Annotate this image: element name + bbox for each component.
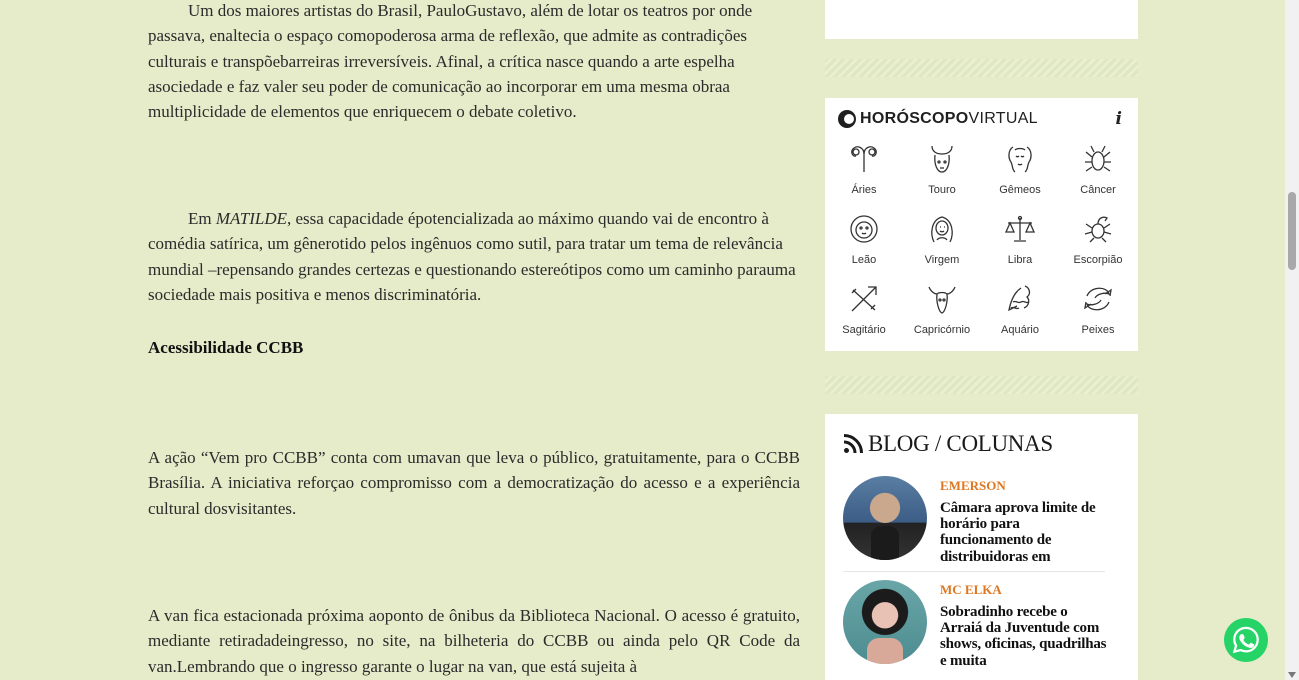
sign-sagittarius[interactable]: Sagitário [825, 282, 903, 348]
sign-capricorn[interactable]: Capricórnio [903, 282, 981, 348]
leo-icon [847, 212, 881, 246]
aquarius-icon [1003, 282, 1037, 316]
divider [825, 59, 1138, 77]
pisces-icon [1081, 282, 1115, 316]
page-scrollbar[interactable] [1285, 0, 1299, 680]
taurus-icon [925, 142, 959, 176]
gemini-icon [1003, 142, 1037, 176]
scorpio-icon [1081, 212, 1115, 246]
post-author[interactable]: MC ELKA [940, 582, 1002, 597]
whatsapp-icon [1231, 625, 1261, 655]
article-paragraph: A van fica estacionada próxima aoponto de ônibus da Biblioteca Nacional. O acesso é gratuito, mediante retiradadeingresso, no site, na bilheteria do CCBB ou ainda pelo QR Code da van.Lembrando que o ingresso garante o lugar na van, que está sujeita à [148, 606, 800, 676]
blog-header[interactable] [843, 431, 1053, 457]
libra-icon [1003, 212, 1037, 246]
article-paragraph: Em MATILDE, essa capacidade épotencializada ao máximo quando vai de encontro à comédia satírica, um gênerotido pelos ingênuos como sutil, para tratar um tema de relevância mundial –repensando grandes certezas e questionando estereótipos como um caminho parauma sociedade mais positiva e menos discriminatória. [148, 209, 796, 304]
avatar[interactable] [843, 580, 927, 664]
scroll-down-arrow-icon[interactable] [1288, 672, 1296, 678]
sign-taurus[interactable]: Touro [903, 142, 981, 208]
sign-cancer[interactable]: Câncer [1059, 142, 1137, 208]
article-paragraph: Um dos maiores artistas do Brasil, PauloGustavo, além de lotar os teatros por onde passava, enaltecia o espaço comopoderosa arma de reflexão, que admite as contradições culturais e transpõebarreiras irreversíveis. Afinal, a crítica nasce quando a arte espelha asociedade e faz valer seu poder de comunicação ao incorporar em uma mesma obraa multiplicidade de elementos que enriquecem o debate coletivo. [148, 1, 753, 122]
article-paragraph: A ação “Vem pro CCBB” conta com umavan que leva o público, gratuitamente, para o CCBB Brasília. A iniciativa reforçao compromisso com a democratização do acesso e a experiência cultural dosvisitantes. [148, 448, 800, 518]
blog-post[interactable] [843, 476, 1105, 572]
blog-post[interactable] [843, 580, 1105, 669]
info-icon[interactable]: i [1115, 109, 1122, 129]
whatsapp-button[interactable] [1224, 618, 1268, 662]
horoscope-logo[interactable]: HORÓSCOPO VIRTUAL [838, 110, 1038, 128]
play-title: MATILDE [215, 209, 288, 228]
sign-libra[interactable]: Libra [981, 212, 1059, 278]
aries-icon [847, 142, 881, 176]
virgo-icon [925, 212, 959, 246]
sign-scorpio[interactable]: Escorpião [1059, 212, 1137, 278]
sign-aries[interactable]: Áries [825, 142, 903, 208]
sign-aquarius[interactable]: Aquário [981, 282, 1059, 348]
sign-pisces[interactable]: Peixes [1059, 282, 1137, 348]
section-heading: Acessibilidade CCBB [148, 338, 304, 357]
blog-columns-widget [825, 414, 1138, 680]
moon-icon [838, 110, 856, 128]
divider [825, 376, 1138, 394]
sidebar-card-top[interactable] [825, 0, 1138, 39]
sign-virgo[interactable]: Virgem [903, 212, 981, 278]
post-title[interactable]: Câmara aprova limite de horário para funcionamento de distribuidoras em [940, 500, 1096, 565]
capricorn-icon [925, 282, 959, 316]
post-author[interactable]: EMERSON [940, 478, 1006, 493]
horoscope-widget [825, 98, 1138, 351]
blog-title: BLOG / COLUNAS [868, 431, 1053, 456]
cancer-icon [1081, 142, 1115, 176]
sagittarius-icon [847, 282, 881, 316]
sign-gemini[interactable]: Gêmeos [981, 142, 1059, 208]
rss-icon [843, 434, 863, 454]
scrollbar-thumb[interactable] [1288, 192, 1296, 270]
post-title[interactable]: Sobradinho recebe o Arraiá da Juventude com shows, oficinas, quadrilhas e muita [940, 604, 1107, 669]
zodiac-grid [825, 142, 1138, 348]
avatar[interactable] [843, 476, 927, 560]
sign-leo[interactable]: Leão [825, 212, 903, 278]
